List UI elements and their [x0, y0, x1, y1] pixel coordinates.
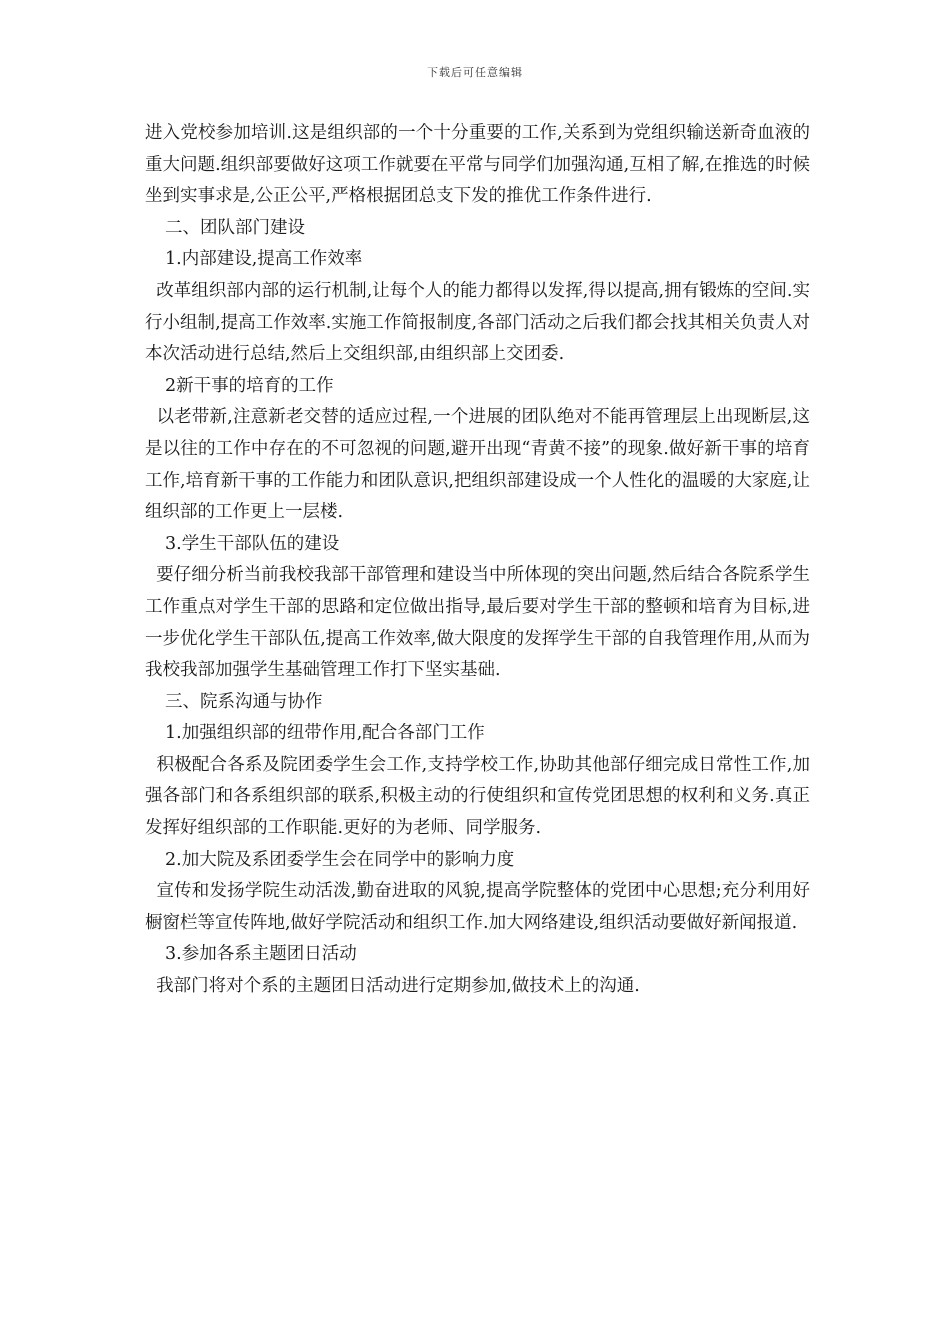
- paragraph-liaison-role: 积极配合各系及院团委学生会工作,支持学校工作,协助其他部仔细完成日常性工作,加强各部门和各系组织部的联系,积极主动的行使组织和宣传党团思想的权利和义务.真正发挥好组织部的工作职能.更好的为老师、同学服务.: [145, 754, 810, 839]
- page-header-note: 下载后可任意编辑: [427, 66, 523, 79]
- paragraph-new-staff-training: 以老带新,注意新老交替的适应过程,一个进展的团队绝对不能再管理层上出现断层,这是以往的工作中存在的不可忽视的问题,避开出现“青黄不接”的现象.做好新干事的培育工作,培育新干事的工作能力和团队意识,把组织部建设成一个人性化的温暖的大家庭,让组织部的工作更上一层楼.: [145, 407, 810, 523]
- subheading-influence: 2.加大院及系团委学生会在同学中的影响力度: [165, 849, 515, 870]
- subheading-theme-activities: 3.参加各系主题团日活动: [165, 944, 357, 965]
- subheading-student-cadre-team: 3.学生干部队伍的建设: [165, 533, 340, 554]
- subheading-new-staff-training: 2新干事的培育的工作: [165, 375, 334, 396]
- paragraph-internal-building: 改革组织部内部的运行机制,让每个人的能力都得以发挥,得以提高,拥有锻炼的空间.实行小组制,提高工作效率.实施工作简报制度,各部门活动之后我们都会找其相关负责人对本次活动进行总结,然后上交组织部,由组织部上交团委.: [145, 280, 810, 365]
- paragraph-student-cadre-team: 要仔细分析当前我校我部干部管理和建设当中所体现的突出问题,然后结合各院系学生工作重点对学生干部的思路和定位做出指导,最后要对学生干部的整顿和培育为目标,进一步优化学生干部队伍,提高工作效率,做大限度的发挥学生干部的自我管理作用,从而为我校我部加强学生基础管理工作打下坚实基础.: [145, 565, 810, 681]
- paragraph-party-school-training: 进入党校参加培训.这是组织部的一个十分重要的工作,关系到为党组织输送新奇血液的重大问题.组织部要做好这项工作就要在平常与同学们加强沟通,互相了解,在推选的时候坐到实事求是,公正公平,严格根据团总支下发的推优工作条件进行.: [145, 123, 810, 207]
- section-heading-team-building: 二、团队部门建设: [165, 217, 305, 238]
- document-body: [145, 118, 810, 1003]
- paragraph-influence: 宣传和发扬学院生动活泼,勤奋进取的风貌,提高学院整体的党团中心思想;充分利用好橱窗栏等宣传阵地,做好学院活动和组织工作.加大网络建设,组织活动要做好新闻报道.: [145, 881, 810, 933]
- section-heading-department-communication: 三、院系沟通与协作: [165, 691, 323, 712]
- paragraph-theme-activities: 我部门将对个系的主题团日活动进行定期参加,做技术上的沟通.: [145, 976, 640, 997]
- subheading-internal-building: 1.内部建设,提高工作效率: [165, 249, 363, 270]
- subheading-liaison-role: 1.加强组织部的纽带作用,配合各部门工作: [165, 723, 485, 744]
